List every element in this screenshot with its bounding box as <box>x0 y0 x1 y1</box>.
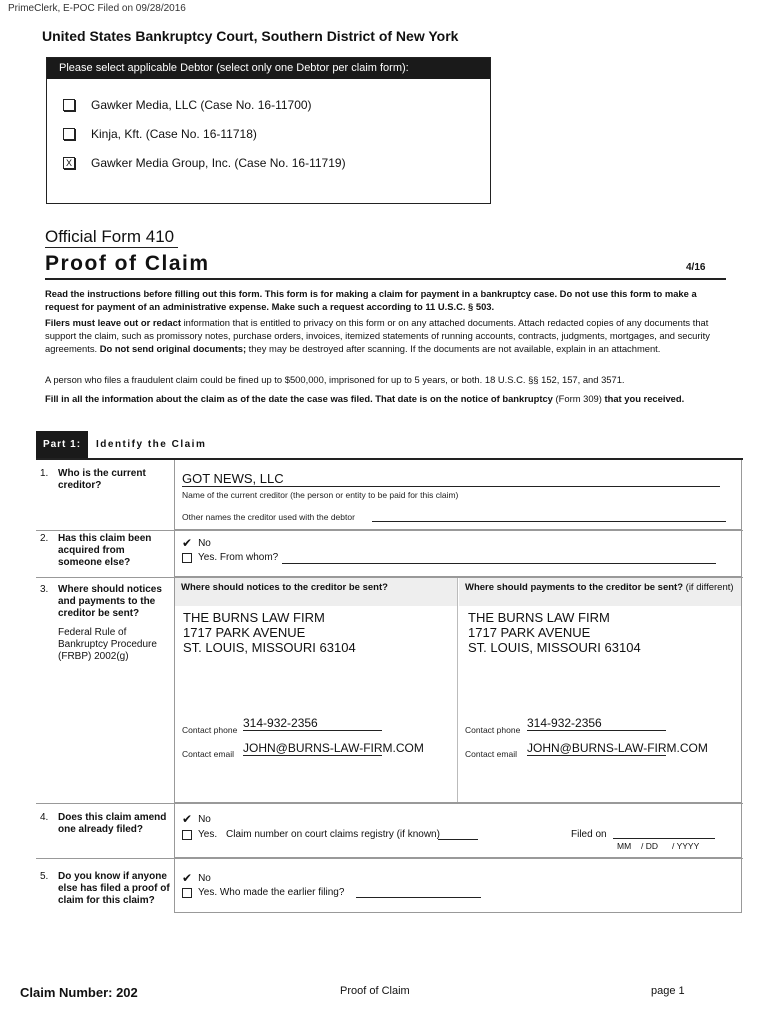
debtor-option-label: Gawker Media Group, Inc. (Case No. 16-11719) <box>91 156 346 170</box>
debtor-option-label: Kinja, Kft. (Case No. 16-11718) <box>91 127 257 141</box>
address-line: THE BURNS LAW FIRM <box>183 610 325 625</box>
title-divider <box>45 278 726 280</box>
payments-column-heading <box>459 578 741 606</box>
debtor-option-gawker-media-group[interactable] <box>63 156 346 170</box>
address-line: 1717 PARK AVENUE <box>468 625 591 640</box>
date-format-yyyy: / YYYY <box>672 841 700 851</box>
claim-number-footer: Claim Number: 202 <box>20 985 138 1000</box>
redact-tail: they may be destroyed after scanning. If the documents are not available, explain in an attachment. <box>246 343 661 354</box>
option-label: Yes. Who made the earlier filing? <box>198 887 345 898</box>
question-number: 2. <box>40 533 49 544</box>
other-names-field[interactable] <box>372 510 726 522</box>
instructions-paragraph-2 <box>45 316 733 355</box>
q5-answer-area <box>174 858 742 913</box>
form-number: Official Form 410 <box>45 227 178 248</box>
no-originals-text: Do not send original documents; <box>99 343 247 354</box>
option-label: Yes. <box>198 829 218 840</box>
payments-heading-note: (if different) <box>683 582 734 593</box>
q5-option-no[interactable] <box>182 871 211 885</box>
checked-box-icon[interactable]: ✔ <box>182 812 193 826</box>
notices-column-heading: Where should notices to the creditor be sent? <box>175 578 457 606</box>
payment-contact-email-field[interactable]: JOHN@BURNS-LAW-FIRM.COM <box>527 741 708 755</box>
form-309-ref: (Form 309) <box>552 393 605 404</box>
form-title: Proof of Claim <box>45 252 210 275</box>
filed-on-label: Filed on <box>571 829 607 840</box>
address-line: THE BURNS LAW FIRM <box>468 610 610 625</box>
debtor-option-gawker-media-llc[interactable] <box>63 98 312 112</box>
q5-option-yes[interactable] <box>182 887 344 898</box>
fill-in-tail: that you received. <box>604 393 685 404</box>
debtor-checkbox[interactable] <box>63 128 75 140</box>
q2-option-no[interactable] <box>182 536 211 550</box>
question-claim-acquired: Has this claim been acquired from someone else? <box>58 533 152 568</box>
question-other-proof-filed: Do you know if anyone else has filed a proof of claim for this claim? <box>58 871 170 906</box>
other-names-label: Other names the creditor used with the debtor <box>182 512 355 522</box>
contact-email-label: Contact email <box>465 749 517 759</box>
date-format-mm: MM <box>617 841 632 851</box>
question-number: 4. <box>40 812 49 823</box>
part-1-title: Identify the Claim <box>96 439 207 450</box>
checkbox-icon[interactable] <box>182 888 192 898</box>
question-amend-claim: Does this claim amend one already filed? <box>58 812 167 835</box>
instructions-paragraph-3: A person who files a fraudulent claim could be fined up to $500,000, imprisoned for up to 5 years, or both. 18 U.S.C. §§ 152, 157, and 3571. <box>45 374 625 385</box>
instructions-paragraph-1: Read the instructions before filling out this form. This form is for making a claim for payment in a bankruptcy case. Do not use this form to make a request for payment of an administrative expense. Make such a request according to 11 U.S.C. § 503. <box>45 288 697 312</box>
claim-registry-label: Claim number on court claims registry (if known) <box>226 829 440 840</box>
address-line: 1717 PARK AVENUE <box>183 625 306 640</box>
contact-phone-label: Contact phone <box>465 725 521 735</box>
debtor-selection-heading: Please select applicable Debtor (select only one Debtor per claim form): <box>47 58 490 79</box>
option-label: No <box>198 872 211 884</box>
filing-stamp: PrimeClerk, E-POC Filed on 09/28/2016 <box>8 3 186 14</box>
court-title: United States Bankruptcy Court, Southern District of New York <box>42 28 459 44</box>
checkbox-icon[interactable] <box>182 553 192 563</box>
acquired-from-field[interactable] <box>282 552 716 564</box>
column-divider <box>457 578 458 802</box>
option-label: Yes. From whom? <box>198 552 279 563</box>
redact-text: information that is entitled to privacy on this form or on any attached documents. Attach redacted copies of any documents that support the claim, such as promissory notes, purchase orders, invoices, itemized statements of running accounts, contracts, judgments, mortgages, and security agreements. <box>45 317 710 354</box>
fill-in-lead: Fill in all the information about the claim as of the date the case was filed. That date is on the notice of bankruptcy <box>45 393 553 404</box>
part-1-tab: Part 1: <box>36 431 88 458</box>
debtor-selection-box <box>46 57 491 204</box>
contact-phone-label: Contact phone <box>182 725 238 735</box>
notice-contact-email-field[interactable]: JOHN@BURNS-LAW-FIRM.COM <box>243 741 424 755</box>
notice-address[interactable] <box>183 610 356 655</box>
footer-form-name: Proof of Claim <box>340 985 410 997</box>
question-current-creditor: Who is the current creditor? <box>58 468 146 491</box>
claim-registry-field[interactable] <box>438 829 478 840</box>
instructions-paragraph-4 <box>45 392 733 405</box>
q4-option-yes[interactable] <box>182 829 217 840</box>
redact-lead: Filers must leave out or redact <box>45 317 181 328</box>
payments-heading-bold: Where should payments to the creditor be sent? <box>465 582 684 593</box>
checked-box-icon[interactable]: ✔ <box>182 536 193 550</box>
form-version: 4/16 <box>686 262 706 273</box>
date-format-dd: / DD <box>641 841 658 851</box>
filed-on-date-field[interactable] <box>613 828 715 839</box>
payment-address[interactable] <box>468 610 641 655</box>
option-label: No <box>198 537 211 549</box>
q4-option-no[interactable] <box>182 812 211 826</box>
debtor-option-label: Gawker Media, LLC (Case No. 16-11700) <box>91 98 312 112</box>
address-line: ST. LOUIS, MISSOURI 63104 <box>183 640 356 655</box>
debtor-checkbox[interactable]: X <box>63 157 75 169</box>
question-number: 5. <box>40 871 49 882</box>
creditor-name-field[interactable]: GOT NEWS, LLC <box>182 471 720 487</box>
footer-page-number: page 1 <box>651 985 685 997</box>
option-label: No <box>198 813 211 825</box>
debtor-option-kinja[interactable] <box>63 127 257 141</box>
question-notice-address: Where should notices and payments to the creditor be sent? <box>58 584 162 619</box>
checked-box-icon[interactable]: ✔ <box>182 871 193 885</box>
checkbox-icon[interactable] <box>182 830 192 840</box>
notice-contact-phone-field[interactable]: 314-932-2356 <box>243 716 382 731</box>
contact-email-label: Contact email <box>182 749 234 759</box>
earlier-filer-field[interactable] <box>356 887 481 898</box>
debtor-checkbox[interactable] <box>63 99 75 111</box>
payment-contact-phone-field[interactable]: 314-932-2356 <box>527 716 666 731</box>
creditor-name-caption: Name of the current creditor (the person or entity to be paid for this claim) <box>182 490 459 500</box>
q2-option-yes[interactable] <box>182 552 278 563</box>
question-number: 1. <box>40 468 49 479</box>
question-number: 3. <box>40 584 49 595</box>
address-line: ST. LOUIS, MISSOURI 63104 <box>468 640 641 655</box>
frbp-reference: Federal Rule of Bankruptcy Procedure (FRBP) 2002(g) <box>58 627 157 662</box>
